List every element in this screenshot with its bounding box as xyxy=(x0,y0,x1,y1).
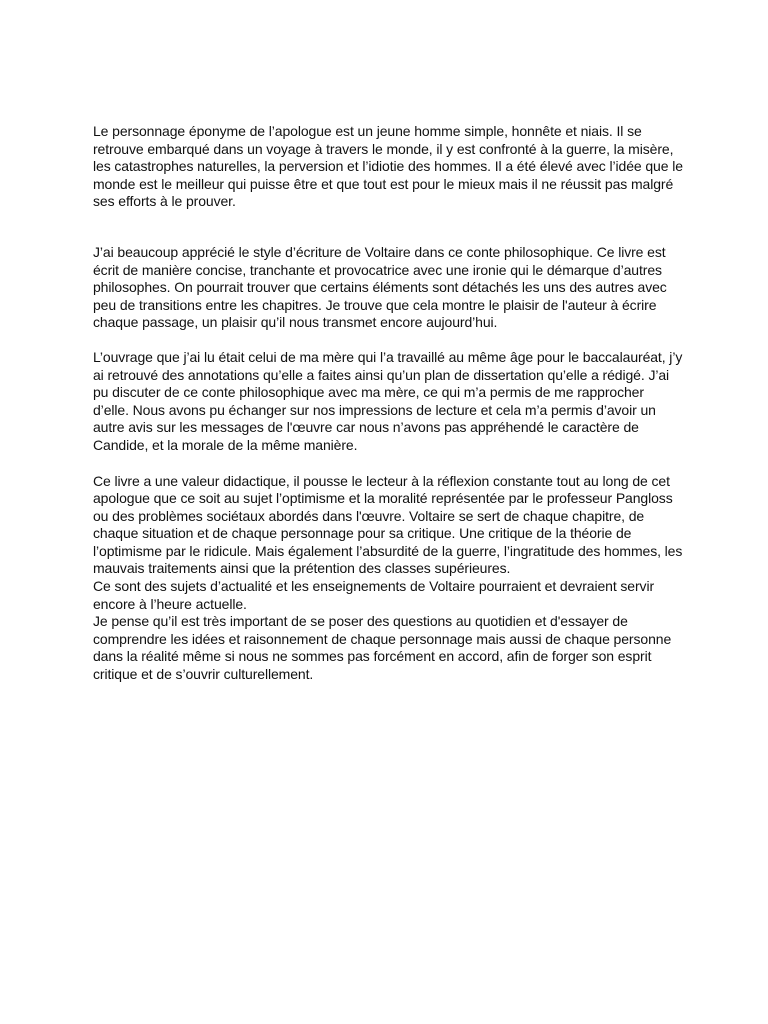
paragraph-relevance: Ce sont des sujets d’actualité et les enseignements de Voltaire pourraient et devraient servir encore à l’heure actuelle. xyxy=(93,578,655,612)
paragraph-style-opinion: J’ai beaucoup apprécié le style d’écriture de Voltaire dans ce conte philosophique. Ce livre est écrit de manière concise, tranchante et provocatrice avec une ironie qui le démarque d’autres philosophes. On pourrait trouver que certains éléments sont détachés les uns des autres avec peu de transitions entre les chapitres. Je trouve que cela montre le plaisir de l'auteur à écrire chaque passage, un plaisir qu’il nous transmet encore aujourd’hui. xyxy=(93,243,667,331)
paragraph-personal-experience: L’ouvrage que j’ai lu était celui de ma mère qui l’a travaillé au même âge pour le baccalauréat, j’y ai retrouvé des annotations qu’elle a faites ainsi qu’un plan de dissertation qu’elle a rédigé. J’ai pu discuter de ce conte philosophique avec ma mère, ce qui m’a permis de me rapprocher d’elle. Nous avons pu échanger sur nos impressions de lecture et cela m’a permis d’avoir un autre avis sur les messages de l'œuvre car nous n’avons pas appréhendé le caractère de Candide, et la morale de la même manière. xyxy=(93,348,683,453)
paragraph-didactic-value: Ce livre a une valeur didactique, il pousse le lecteur à la réflexion constante tout au long de cet apologue que ce soit au sujet l’optimisme et la moralité représentée par le professeur Pangloss ou des problèmes sociétaux abordés dans l'œuvre. Voltaire se sert de chaque chapitre, de chaque situation et de chaque personnage pour sa critique. Une critique de la théorie de l’optimisme par le ridicule. Mais également l’absurdité de la guerre, l’ingratitude des hommes, les mauvais traitements ainsi que la prétention des classes supérieures. xyxy=(93,472,683,577)
document-body xyxy=(93,123,683,684)
paragraph-conclusion: Je pense qu’il est très important de se poser des questions au quotidien et d'essayer de comprendre les idées et raisonnement de chaque personnage mais aussi de chaque personne dans la réalité même si nous ne sommes pas forcément en accord, afin de forger son esprit critique et de s’ouvrir culturellement. xyxy=(93,613,672,683)
paragraph-summary: Le personnage éponyme de l’apologue est un jeune homme simple, honnête et niais. Il se retrouve embarqué dans un voyage à travers le monde, il y est confronté à la guerre, la misère, les catastrophes naturelles, la perversion et l’idiotie des hommes. Il a été élevé avec l’idée que le monde est le meilleur qui puisse être et que tout est pour le mieux mais il ne réussit pas malgré ses efforts à le prouver. xyxy=(93,123,683,210)
